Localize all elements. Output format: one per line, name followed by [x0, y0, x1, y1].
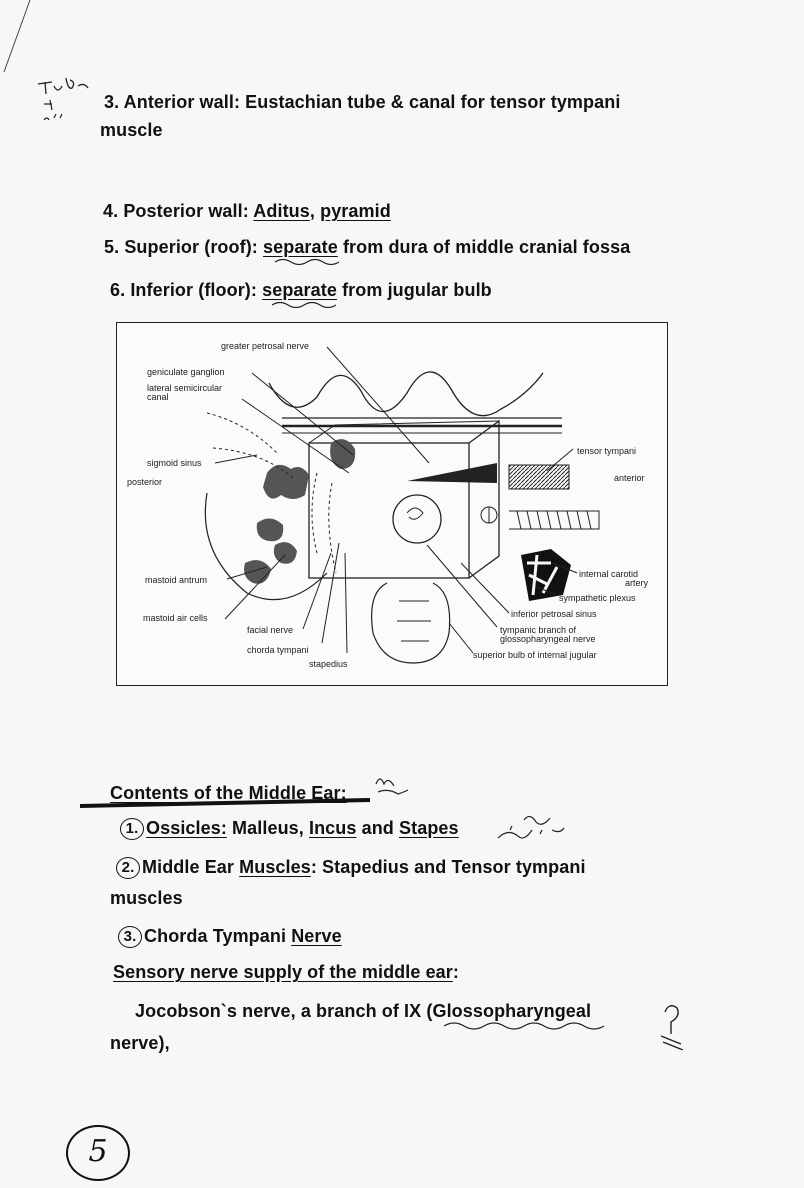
- posterior-prefix: 4. Posterior wall:: [103, 201, 254, 221]
- inferior-prefix: 6. Inferior (floor):: [110, 280, 263, 300]
- label-geniculate: geniculate ganglion: [147, 367, 225, 377]
- label-sigmoid: sigmoid sinus: [147, 458, 202, 468]
- anterior-wall-line: 3. Anterior wall: Eustachian tube & canal for tensor tympani: [104, 92, 621, 112]
- label-anterior: anterior: [614, 473, 645, 483]
- sensory-heading-text: Sensory nerve supply of the middle ear: [113, 962, 453, 982]
- label-greater-petrosal: greater petrosal nerve: [221, 341, 310, 351]
- contents-heading: Contents of the Middle Ear:: [110, 783, 347, 803]
- label-carotid-2: artery: [625, 578, 649, 588]
- stapes-term: Stapes: [399, 818, 459, 838]
- ossicles-label: Ossicles:: [146, 818, 227, 838]
- label-tymp-branch-2: glossopharyngeal nerve: [500, 634, 596, 644]
- label-tymp-branch-1: tympanic branch of: [500, 625, 577, 635]
- superior-separate-term: separate: [263, 237, 338, 257]
- label-inf-petrosal: inferior petrosal sinus: [511, 609, 597, 619]
- superior-suffix: from dura of middle cranial fossa: [337, 237, 631, 257]
- arabic-annotation-mark: [490, 808, 570, 848]
- sensory-heading: [113, 962, 459, 983]
- muscles-suffix: : Stapedius and Tensor tympani: [310, 857, 586, 877]
- aditus-term: Aditus: [253, 201, 310, 221]
- chorda-nerve-term: Nerve: [291, 926, 342, 946]
- page-number: 5: [66, 1125, 130, 1181]
- label-stapedius: stapedius: [309, 659, 348, 669]
- middle-ear-diagram: [116, 322, 668, 686]
- superior-prefix: 5. Superior (roof):: [104, 237, 263, 257]
- ossicles-line: [120, 818, 459, 840]
- margin-question-mark: [655, 1000, 695, 1050]
- contents-heading-marks: [70, 770, 450, 810]
- wavy-underline-marks: [0, 0, 804, 320]
- item-number-1: 1.: [120, 818, 144, 840]
- and-text: and: [356, 818, 400, 838]
- pyramid-term: pyramid: [320, 201, 391, 221]
- sensory-wavy-underline: [440, 1020, 620, 1032]
- label-sup-bulb: superior bulb of internal jugular: [473, 650, 597, 660]
- label-facial: facial nerve: [247, 625, 294, 635]
- incus-term: Incus: [308, 818, 357, 838]
- label-posterior: posterior: [127, 477, 163, 487]
- muscles-prefix: Middle Ear: [142, 857, 240, 877]
- label-mastoid-air: mastoid air cells: [143, 613, 208, 623]
- label-mastoid-antrum: mastoid antrum: [145, 575, 208, 585]
- label-sympathetic: sympathetic plexus: [559, 593, 636, 603]
- inferior-suffix: from jugular bulb: [336, 280, 492, 300]
- label-lateral-canal-1: lateral semicircular: [147, 383, 223, 393]
- anterior-wall-line-continued: muscle: [100, 120, 163, 140]
- muscles-line: [116, 857, 586, 879]
- chorda-prefix: Chorda Tympani: [144, 926, 292, 946]
- label-lateral-canal-2: canal: [147, 392, 169, 402]
- posterior-separator: ,: [309, 201, 321, 221]
- label-tensor: tensor tympani: [577, 446, 637, 456]
- chorda-line: [118, 926, 342, 948]
- malleus-text: Malleus,: [226, 818, 309, 838]
- label-chorda: chorda tympani: [247, 645, 309, 655]
- inferior-separate-term: separate: [262, 280, 337, 300]
- item-number-2: 2.: [116, 857, 140, 879]
- sensory-line-2: nerve),: [110, 1033, 170, 1053]
- sensory-line-1: Jocobson`s nerve, a branch of IX (Glossopharyngeal: [135, 1001, 592, 1021]
- item-number-3: 3.: [118, 926, 142, 948]
- muscles-line-continued: muscles: [110, 888, 183, 908]
- middle-ear-drawing: [117, 323, 667, 685]
- sensory-heading-colon: :: [452, 962, 460, 982]
- label-carotid-1: internal carotid: [579, 569, 639, 579]
- muscles-term: Muscles: [239, 857, 311, 877]
